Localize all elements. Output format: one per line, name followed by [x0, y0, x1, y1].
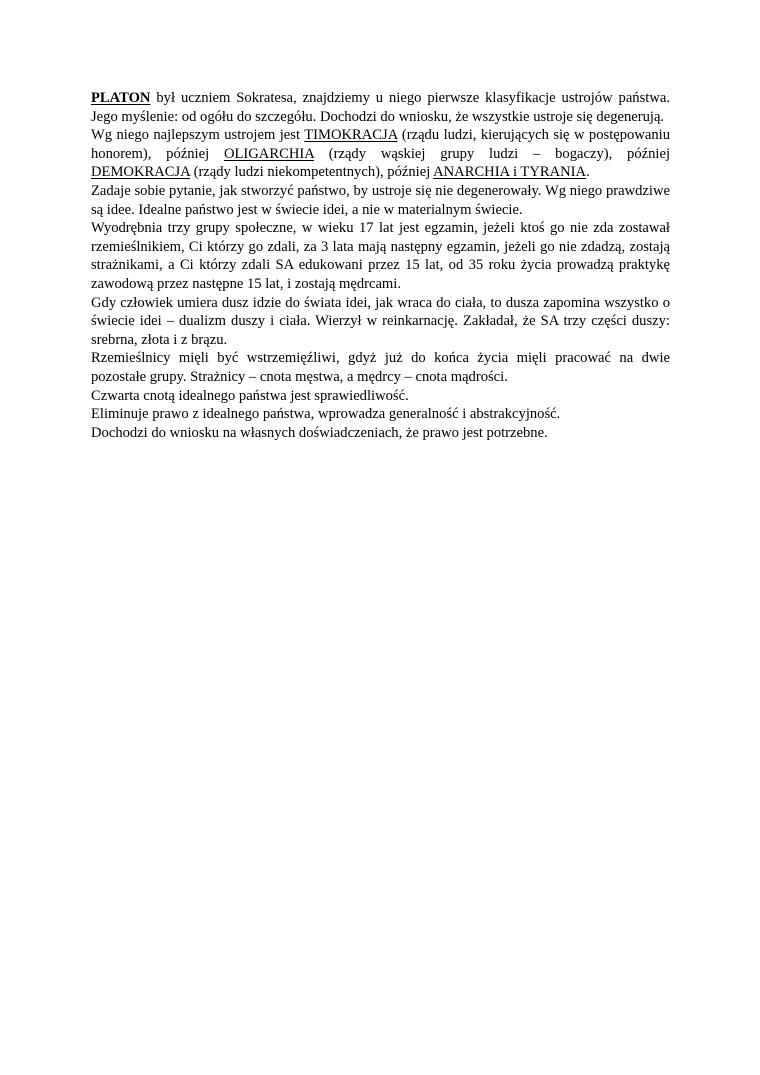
term-anarchia-tyrania: ANARCHIA i TYRANIA — [433, 164, 587, 181]
paragraph-regimes — [91, 126, 670, 182]
paragraph-text: Wg niego najlepszym ustrojem jest — [91, 127, 305, 144]
paragraph-virtues: Rzemieślnicy mięli być wstrzemięźliwi, gdyż już do końca życia mięli pracować na dwie pozostałe grupy. Strażnicy – cnota męstwa, a mędrcy – cnota mądrości. — [91, 350, 670, 385]
paragraph-ideas: Zadaje sobie pytanie, jak stworzyć państwo, by ustroje się nie degenerowały. Wg niego prawdziwe są idee. Idealne państwo jest w świecie idei, a nie w materialnym świecie. — [91, 182, 670, 218]
platon-heading: PLATON — [91, 90, 151, 106]
paragraph-social-groups: Wyodrębnia trzy grupy społeczne, w wieku 17 lat jest egzamin, jeżeli ktoś go nie zda zostawał rzemieślnikiem, Ci którzy go zdali, za 3 lata mają następny egzamin, jeżeli go nie zdadzą, zostają strażnikami, a Ci którzy zdali SA edukowani przez 15 lat, od 35 roku życia prowadzą praktykę zawodową przez następne 15 lat, i zostają mędrcami. — [91, 220, 670, 292]
paragraph-platon-intro — [91, 89, 670, 126]
paragraph-law-elimination: Eliminuje prawo z idealnego państwa, wprowadza generalność i abstrakcyjność. — [91, 406, 561, 423]
paragraph-text: był uczniem Sokratesa, znajdziemy u niego pierwsze klasyfikacje ustrojów państwa. Jego myślenie: od ogółu do szczegółu. Dochodzi do wniosku, że wszystkie ustroje się degenerują. — [91, 90, 670, 125]
paragraph-text: (rządu ludzi, kierujących się w postępowaniu honorem), później — [91, 127, 670, 162]
paragraph-soul: Gdy człowiek umiera dusz idzie do świata idei, jak wraca do ciała, to dusza zapomina wszystko o świecie idei – dualizm duszy i ciała. Wierzył w reinkarnację. Zakładał, że SA trzy części duszy: srebrna, złota i z brązu. — [91, 294, 670, 348]
term-oligarchia: OLIGARCHIA — [223, 145, 314, 162]
paragraph-law-needed: Dochodzi do wniosku na własnych doświadczeniach, że prawo jest potrzebne. — [91, 424, 548, 441]
paragraph-text: (rządy ludzi niekompetentnych), później — [189, 164, 434, 181]
document-body — [91, 89, 670, 442]
paragraph-text: . — [586, 164, 590, 181]
paragraph-justice: Czwarta cnotą idealnego państwa jest sprawiedliwość. — [91, 387, 409, 404]
term-demokracja: DEMOKRACJA — [91, 164, 190, 181]
paragraph-text: (rządy wąskiej grupy ludzi – bogaczy), później — [313, 145, 671, 162]
term-timokracja: TIMOKRACJA — [304, 127, 398, 144]
